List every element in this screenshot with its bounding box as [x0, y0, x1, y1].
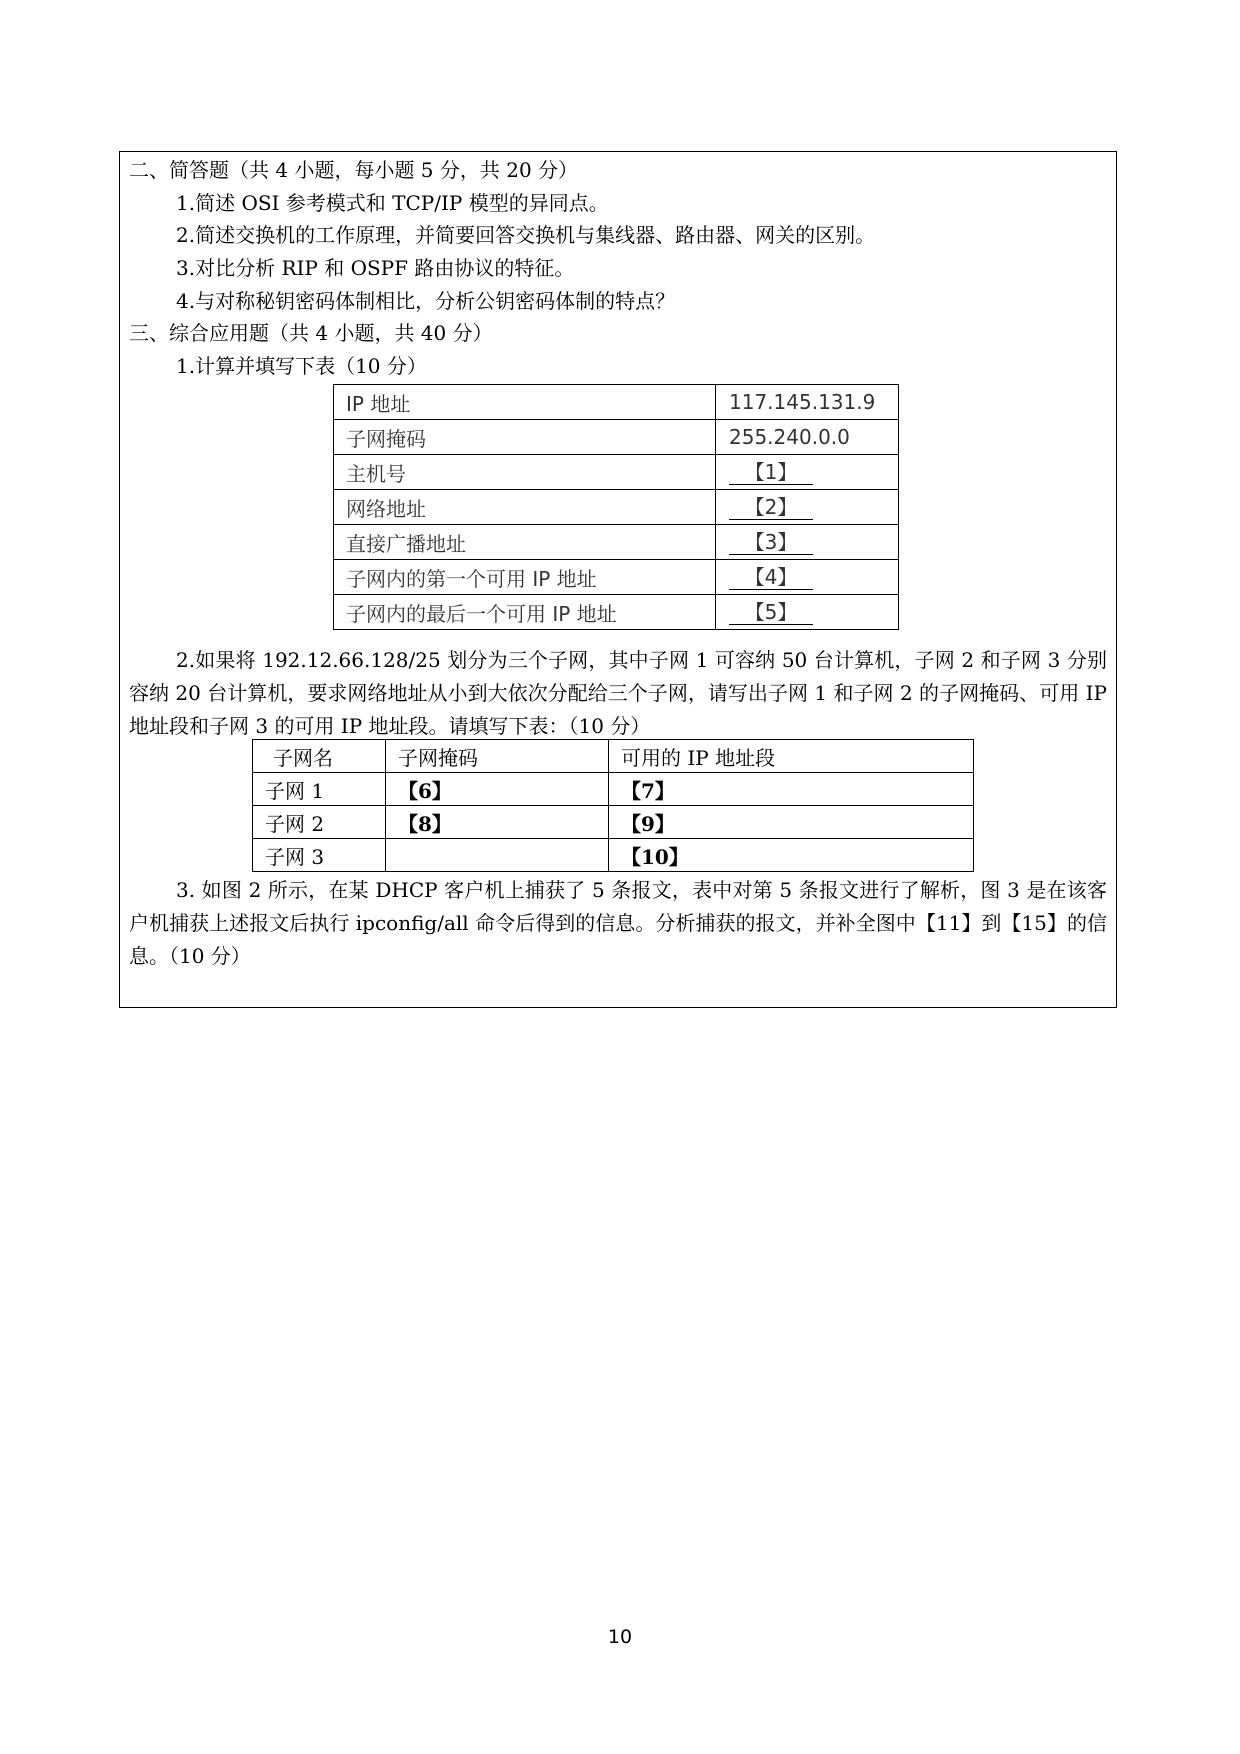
answer-blank-4: 【4】 — [729, 565, 813, 590]
row-value: 117.145.131.9 — [716, 385, 899, 420]
row-label: 网络地址 — [334, 490, 716, 525]
subnet-table — [252, 739, 974, 872]
section3-q2-text: 2.如果将 192.12.66.128/25 划分为三个子网，其中子网 1 可容纳 50 台计算机，子网 2 和子网 3 分别容纳 20 台计算机，要求网络地址从小到大依次分配给三个子网，请写出子网 1 和子网 2 的子网掩码、可用 IP 地址段和子网 3 的可用 IP 地址段。请填写下表：（10 分） — [129, 648, 1107, 738]
section3-heading: 三、综合应用题（共 4 小题，共 40 分） — [129, 321, 493, 345]
row-label: 子网内的最后一个可用 IP 地址 — [334, 595, 716, 630]
table-row — [334, 560, 899, 595]
answer-blank-3: 【3】 — [729, 530, 813, 555]
table-row — [334, 595, 899, 630]
answer-blank-7: 【7】 — [609, 773, 974, 806]
row-value: 255.240.0.0 — [716, 420, 899, 455]
subnet-name: 子网 3 — [253, 839, 386, 872]
answer-blank-5: 【5】 — [729, 600, 813, 625]
table-row — [334, 455, 899, 490]
table-row — [253, 839, 974, 872]
row-label: 主机号 — [334, 455, 716, 490]
table-row — [334, 525, 899, 560]
answer-blank-10: 【10】 — [609, 839, 974, 872]
section2-heading: 二、简答题（共 4 小题，每小题 5 分，共 20 分） — [129, 158, 579, 182]
column-header: 子网名 — [253, 740, 386, 773]
row-label: 子网掩码 — [334, 420, 716, 455]
answer-blank-2: 【2】 — [729, 495, 813, 520]
table-row — [334, 420, 899, 455]
row-label: 直接广播地址 — [334, 525, 716, 560]
empty-cell — [386, 839, 609, 872]
subnet-name: 子网 2 — [253, 806, 386, 839]
section3-q1-text: 1.计算并填写下表（10 分） — [176, 354, 427, 378]
section2-question-1: 1.简述 OSI 参考模式和 TCP/IP 模型的异同点。 — [176, 191, 609, 215]
subnet-name: 子网 1 — [253, 773, 386, 806]
column-header: 子网掩码 — [386, 740, 609, 773]
page-number: 10 — [607, 1626, 633, 1648]
section2-question-4: 4.与对称秘钥密码体制相比，分析公钥密码体制的特点？ — [176, 289, 676, 313]
answer-blank-8: 【8】 — [386, 806, 609, 839]
table-header-row — [253, 740, 974, 773]
row-label: 子网内的第一个可用 IP 地址 — [334, 560, 716, 595]
answer-blank-1: 【1】 — [729, 460, 813, 485]
column-header: 可用的 IP 地址段 — [609, 740, 974, 773]
section3-q3-text: 3. 如图 2 所示，在某 DHCP 客户机上捕获了 5 条报文，表中对第 5 条报文进行了解析，图 3 是在该客户机捕获上述报文后执行 ipconfig/all 命令后得到的信息。分析捕获的报文，并补全图中【11】到【15】的信息。（10 分） — [129, 878, 1107, 968]
section2-question-3: 3.对比分析 RIP 和 OSPF 路由协议的特征。 — [176, 256, 575, 280]
answer-blank-9: 【9】 — [609, 806, 974, 839]
table-row — [334, 385, 899, 420]
ip-calc-table — [333, 384, 899, 630]
table-row — [253, 773, 974, 806]
answer-blank-6: 【6】 — [386, 773, 609, 806]
section2-question-2: 2.简述交换机的工作原理，并简要回答交换机与集线器、路由器、网关的区别。 — [176, 223, 876, 247]
row-label: IP 地址 — [334, 385, 716, 420]
table-row — [253, 806, 974, 839]
table-row — [334, 490, 899, 525]
